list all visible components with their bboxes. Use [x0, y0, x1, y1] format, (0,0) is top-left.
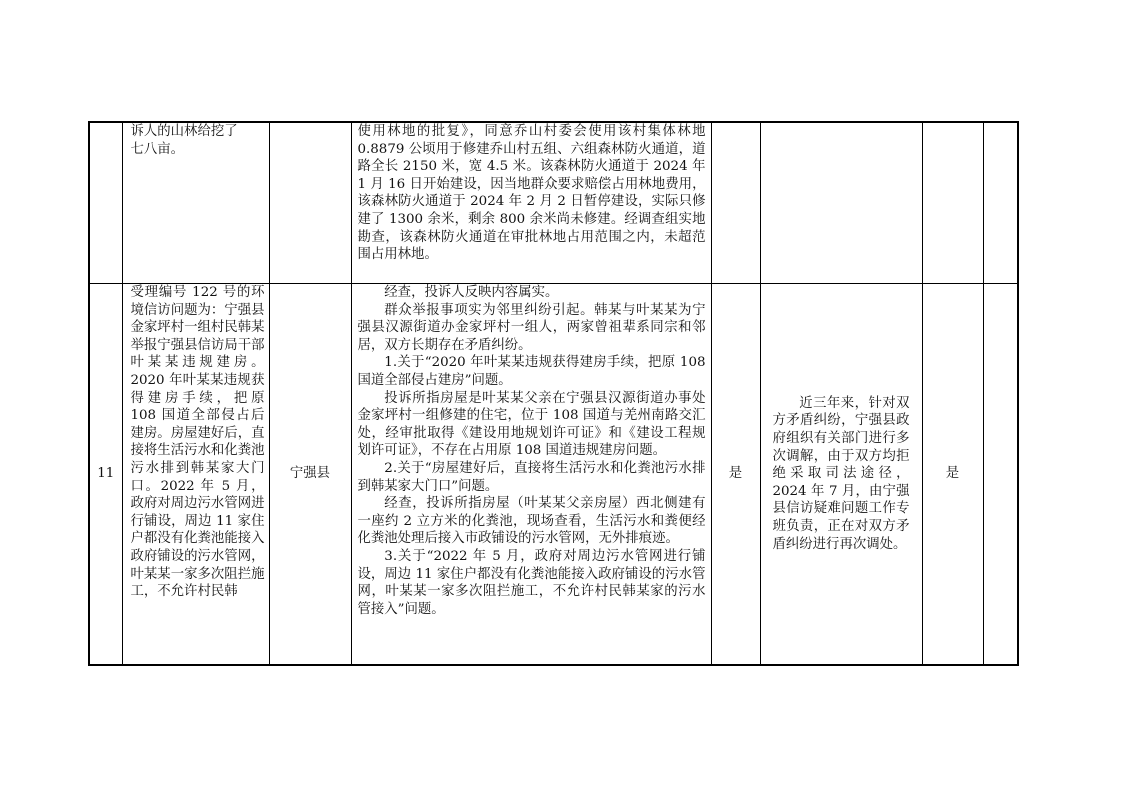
table-row: [89, 284, 1018, 666]
finding-paragraph: 经查，投诉所指房屋（叶某某父亲房屋）西北侧建有一座约 2 立方米的化粪池，现场查看，生活污水和粪便经化粪池处理后接入市政铺设的污水管网，无外排痕迹。: [357, 496, 706, 547]
finding-paragraph: 2.关于“房屋建好后，直接将生活污水和化粪池污水排到韩某家大门口”问题。: [357, 460, 706, 494]
rectification-cell: [760, 122, 922, 284]
finding-paragraph: 投诉所指房屋是叶某某父亲在宁强县汉源街道办事处金家坪村一组修建的住宅，位于 108 国道与羌州南路交汇处，经审批取得《建设用地规划许可证》和《建设工程规划许可证》，不存在占用原 108 国道违规建房问题。: [357, 390, 706, 459]
finding-text: 使用林地的批复》，同意乔山村委会使用该村集体林地 0.8879 公顷用于修建乔山村五组、六组森林防火通道，道路全长 2150 米，宽 4.5 米。该森林防火通道于 2024 年 1 月 16 日开始建设，因当地群众要求赔偿占用林地费用，该森林防火通道于 2024 年 2 月 2 日暂停建设，实际只修建了 1300 余米，剩余 800 余米尚未修建。经调查组实地勘查，该森林防火通道在审批林地占用范围之内，未超范围占用林地。: [357, 124, 706, 263]
county-cell: [269, 122, 351, 284]
rectification-cell: [760, 284, 922, 666]
finding-cell: [351, 284, 711, 666]
row-number-cell: 11: [89, 284, 122, 666]
complaint-cell: [122, 122, 269, 284]
completed-cell: [922, 122, 983, 284]
table-row: [89, 122, 1018, 284]
finding-paragraph: 群众举报事项实为邻里纠纷引起。韩某与叶某某为宁强县汉源街道办金家坪村一组人，两家曾祖辈系同宗和邻居，双方长期存在矛盾纠纷。: [357, 302, 706, 353]
remark-cell: [983, 122, 1018, 284]
complaint-cell: [122, 284, 269, 666]
complaint-text: 受理编号 122 号的环境信访问题为：宁强县金家坪村一组村民韩某举报宁强县信访局干部叶某某违规建房。2020 年叶某某违规获得建房手续，把原 108 国道全部侵占后建房。房屋建好后，直接将生活污水和化粪池污水排到韩某家大门口。2022 年 5 月，政府对周边污水管网进行铺设，周边 11 家住户都没有化粪池能接入政府铺设的污水管网，叶某某一家多次阻拦施工，不允许村民韩: [130, 285, 265, 600]
finding-paragraph: 3.关于“2022 年 5 月，政府对周边污水管网进行铺设，周边 11 家住户都没有化粪池能接入政府铺设的污水管网，叶某某一家多次阻拦施工，不允许村民韩某家的污水管接入”问题。: [357, 548, 706, 617]
county-cell: 宁强县: [269, 284, 351, 666]
complaint-table: [88, 121, 1019, 666]
finding-cell: [351, 122, 711, 284]
rectification-text: 近三年来，针对双方矛盾纠纷，宁强县政府组织有关部门进行多次调解，由于双方均拒绝采取司法途径，2024 年 7 月，由宁强县信访疑难问题工作专班负责，正在对双方矛盾纠纷进行再次调处。: [772, 395, 910, 552]
finding-paragraph: 1.关于“2020 年叶某某违规获得建房手续，把原 108 国道全部侵占建房”问题。: [357, 355, 706, 388]
completed-cell: 是: [922, 284, 983, 666]
complaint-text: 诉人的山林给挖了 七八亩。: [130, 124, 238, 157]
row-number-cell: [89, 122, 122, 284]
verified-cell: [711, 122, 760, 284]
verified-cell: 是: [711, 284, 760, 666]
remark-cell: [983, 284, 1018, 666]
finding-paragraph: 经查，投诉人反映内容属实。: [384, 285, 559, 300]
